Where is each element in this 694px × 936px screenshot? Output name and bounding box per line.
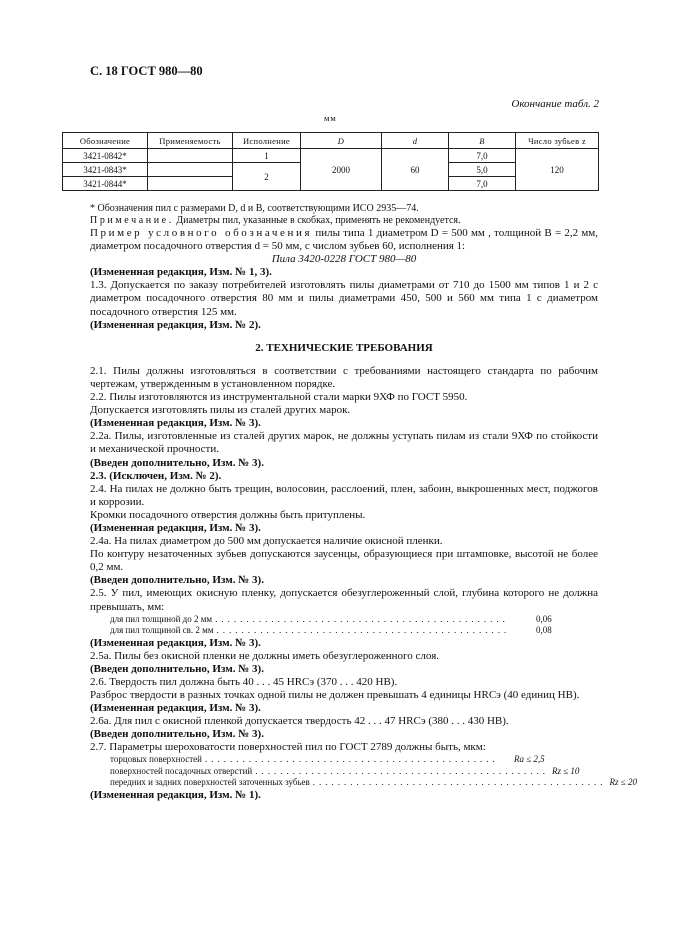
introduced-note: (Введен дополнительно, Изм. № 3).: [90, 574, 264, 587]
col-designation: Обозначение: [63, 133, 148, 149]
paragraph-2-4: 2.4. На пилах не должно быть трещин, волосовин, расслоений, плен, забоин, выкрошенных мест, поджогов и коррозии.: [90, 482, 598, 508]
depth-value: 0,08: [536, 625, 552, 636]
edition-note: (Измененная редакция, Изм. № 3).: [90, 636, 261, 649]
depth-value: 0,06: [536, 613, 552, 624]
table-header-row: [63, 133, 599, 149]
dot-leader: ...............................................: [204, 754, 499, 765]
roughness-label: торцовых поверхностей: [110, 754, 202, 765]
paragraph-2-1: 2.1. Пилы должны изготовляться в соответствии с требованиями настоящего стандарта по рабочим чертежам, утвержденным в установленном порядке.: [90, 364, 598, 390]
paragraph-2-2: 2.2. Пилы изготовляются из инструментальной стали марки 9ХФ по ГОСТ 5950.: [90, 391, 468, 404]
cell-use: [148, 149, 233, 163]
paragraph-2-7: 2.7. Параметры шероховатости поверхностей пил по ГОСТ 2789 должны быть, мкм:: [90, 741, 486, 754]
cell-use: [148, 163, 233, 177]
roughness-value: Ra ≤ 2,5: [514, 754, 545, 765]
page-header: С. 18 ГОСТ 980—80: [90, 64, 203, 78]
note: [90, 215, 598, 227]
dot-leader: ...............................................: [216, 625, 511, 636]
paragraph-2-4-cont: Кромки посадочного отверстия должны быть притуплены.: [90, 508, 366, 521]
cell-D: 2000: [301, 149, 382, 191]
col-teeth: Число зубьев z: [516, 133, 599, 149]
paragraph-2-6-cont: Разброс твердости в разных точках одной пилы не должен превышать 4 единицы HRCэ (40 единиц HB).: [90, 689, 580, 701]
edition-note: (Измененная редакция, Изм. № 3).: [90, 417, 261, 430]
introduced-note: (Введен дополнительно, Изм. № 3).: [90, 456, 264, 469]
paragraph-2-6a: 2.6а. Для пил с окисной пленкой допускается твердость 42 . . . 47 HRCэ (380 . . . 430 HB).: [90, 715, 509, 728]
paragraph-2-6: 2.6. Твердость пил должна быть 40 . . . 45 HRCэ (370 . . . 420 HB).: [90, 675, 398, 688]
cell-exec: 2: [233, 163, 301, 191]
note-text: Диаметры пил, указанные в скобках, применять не рекомендуется.: [173, 215, 461, 226]
introduced-note: (Введен дополнительно, Изм. № 3).: [90, 662, 264, 675]
col-D: D: [301, 133, 382, 149]
roughness-row: [110, 777, 637, 789]
dot-leader: ...............................................: [312, 777, 607, 788]
example-designation: Пила 3420-0228 ГОСТ 980—80: [271, 253, 417, 266]
document-body: [90, 203, 637, 802]
col-execution: Исполнение: [233, 133, 301, 149]
table-row: [63, 149, 599, 163]
roughness-label: поверхностей посадочных отверстий: [110, 765, 253, 776]
paragraph-2-2-cont: Допускается изготовлять пилы из сталей других марок.: [90, 404, 351, 417]
edition-note: (Измененная редакция, Изм. № 1).: [90, 788, 261, 801]
cell-code: 3421-0843*: [63, 163, 148, 177]
paragraph-2-5: 2.5. У пил, имеющих окисную пленку, допускается обезуглероженный слой, глубина которого не должна превышать, мм:: [90, 587, 598, 613]
depth-row: [110, 614, 598, 626]
roughness-row: [110, 766, 598, 778]
table-ending-label: Окончание табл. 2: [511, 98, 599, 110]
paragraph-2-4a: 2.4а. На пилах диаметром до 500 мм допускается наличие окисной пленки.: [90, 535, 443, 548]
cell-z: 120: [516, 149, 599, 191]
example: [90, 227, 598, 253]
saw-table: [62, 132, 599, 191]
dot-leader: ...............................................: [215, 613, 509, 624]
edition-note: (Измененная редакция, Изм. № 2).: [90, 318, 261, 331]
cell-B: 7,0: [449, 177, 516, 191]
depth-label: для пил толщиной св. 2 мм: [110, 625, 214, 636]
roughness-row: [110, 754, 598, 766]
cell-use: [148, 177, 233, 191]
paragraph-2-4a-cont: По контуру незаточенных зубьев допускаются заусенцы, образующиеся при штамповке, высотой не более 0,2 мм.: [90, 548, 598, 574]
edition-note: (Измененная редакция, Изм. № 3).: [90, 521, 261, 534]
table-unit: мм: [324, 113, 337, 123]
col-d: d: [382, 133, 449, 149]
example-text: пилы типа 1 диаметром D = 500 мм , толщиной B = 2,2 мм, диаметром посадочного отверстия d = 50 мм, с числом зубьев 60, исполнения 1:: [90, 227, 598, 253]
cell-B: 5,0: [449, 163, 516, 177]
dot-leader: ...............................................: [255, 765, 549, 776]
depth-row: [110, 625, 598, 637]
introduced-note: (Введен дополнительно, Изм. № 3).: [90, 728, 264, 741]
cell-B: 7,0: [449, 149, 516, 163]
footnote: * Обозначения пил с размерами D, d и B, соответствующими ИСО 2935—74.: [90, 203, 419, 214]
paragraph-2-5a: 2.5а. Пилы без окисной пленки не должны иметь обезуглероженного слоя.: [90, 649, 440, 662]
col-B: B: [449, 133, 516, 149]
edition-note: (Измененная редакция, Изм. № 1, 3).: [90, 266, 272, 279]
roughness-label: передних и задних поверхностей заточенных зубьев: [110, 777, 310, 788]
cell-code: 3421-0844*: [63, 177, 148, 191]
cell-exec: 1: [233, 149, 301, 163]
roughness-value: Rz ≤ 10: [551, 765, 580, 776]
example-label: Пример условного обозначения: [90, 227, 313, 239]
col-applicability: Применяемость: [148, 133, 233, 149]
roughness-value: Rz ≤ 20: [609, 777, 637, 788]
section-title: 2. ТЕХНИЧЕСКИЕ ТРЕБОВАНИЯ: [255, 341, 433, 354]
cell-code: 3421-0842*: [63, 149, 148, 163]
depth-label: для пил толщиной до 2 мм: [110, 613, 213, 624]
paragraph-2-3: 2.3. (Исключен, Изм. № 2).: [90, 469, 222, 482]
paragraph-2-2a: 2.2а. Пилы, изготовленные из сталей других марок, не должны уступать пилам из стали 9ХФ по стойкости и механической прочности.: [90, 430, 598, 456]
edition-note: (Измененная редакция, Изм. № 3).: [90, 702, 261, 715]
paragraph-1-3: 1.3. Допускается по заказу потребителей изготовлять пилы диаметрами от 710 до 1500 мм типов 1 и 2 с диаметром посадочного отверстия 80 мм и пилы диаметрами 450, 500 и 560 мм типа 1 с диаметром посадочного отверстия 125 мм.: [90, 279, 598, 318]
note-label: Примечание.: [90, 215, 174, 226]
cell-d: 60: [382, 149, 449, 191]
